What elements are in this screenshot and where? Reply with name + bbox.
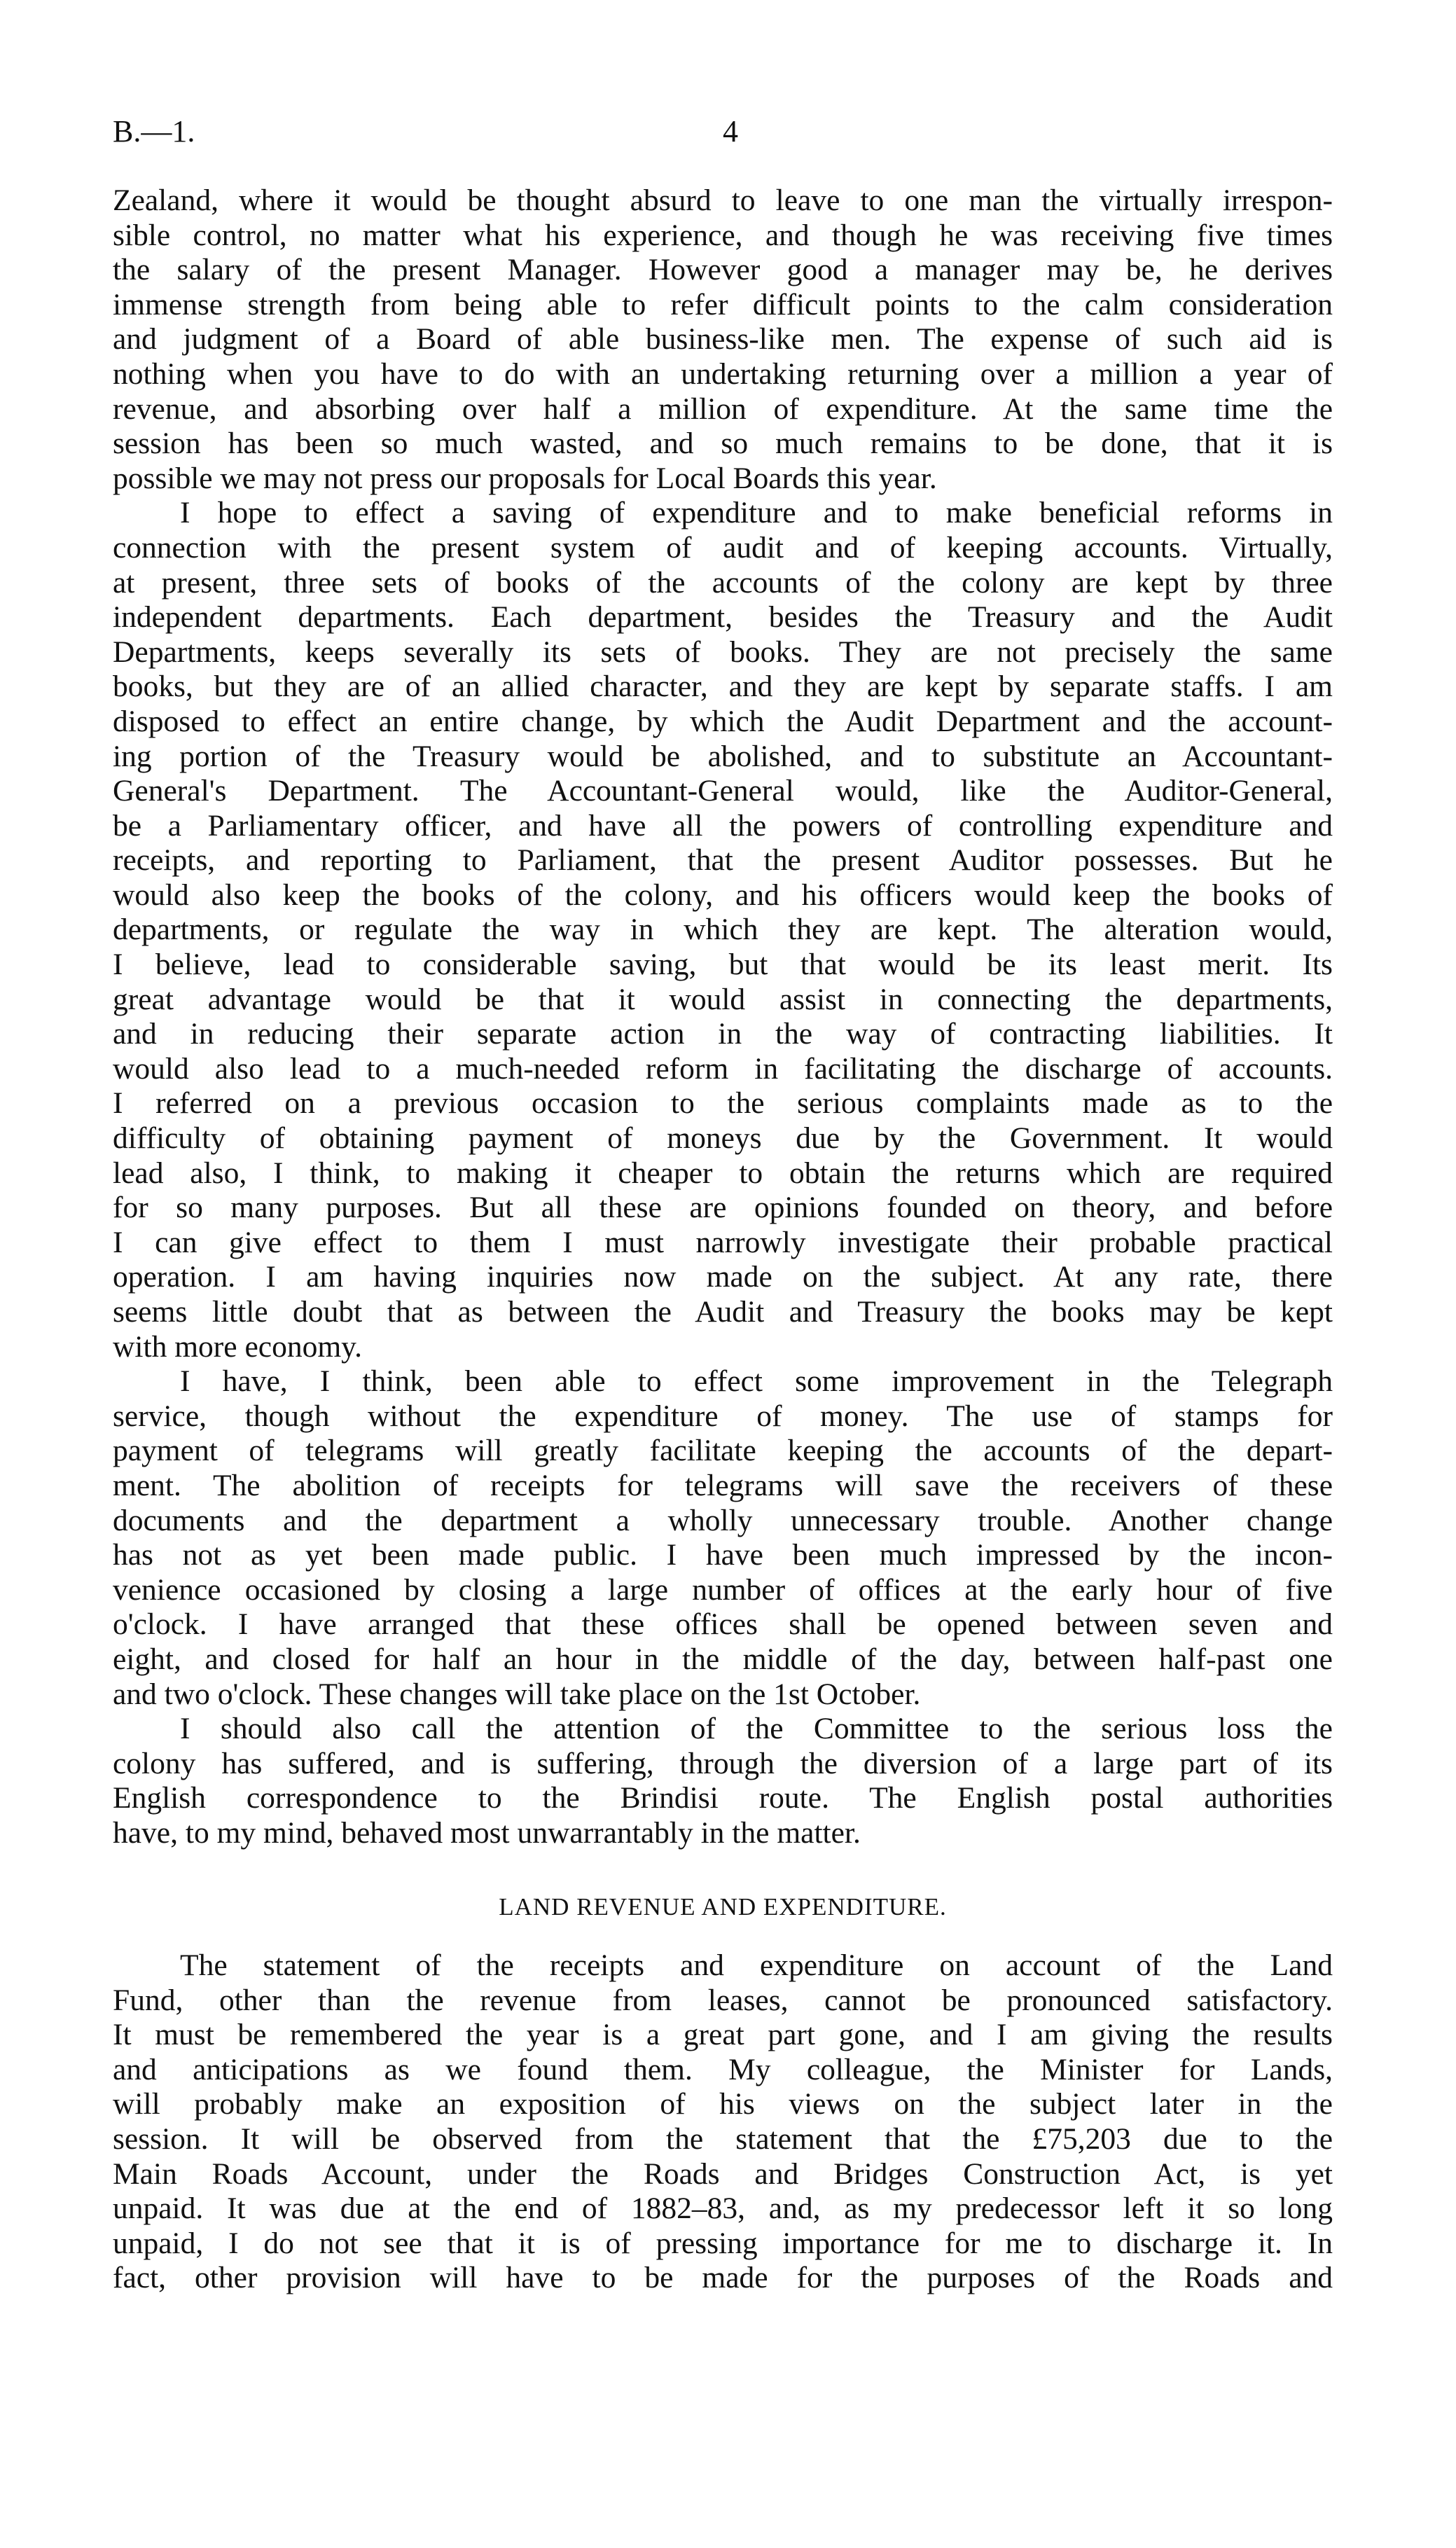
text-line: fact, other provision will have to be made for the purposes of the Roads and [113,2261,1333,2295]
text-line: I can give effect to them I must narrowly investigate their probable practical [113,1225,1333,1259]
text-line: nothing when you have to do with an undertaking returning over a million a year of [113,356,1333,391]
text-line: and judgment of a Board of able business-like men. The expense of such aid is [113,322,1333,356]
text-line: Zealand, where it would be thought absurd to leave to one man the virtually irrespon- [113,184,1333,217]
text-line: I should also call the attention of the Committee to the serious loss the [180,1712,1333,1746]
text-line: sible control, no matter what his experience, and though he was receiving five times [113,218,1333,252]
text-line: operation. I am having inquiries now made on the subject. At any rate, there [113,1260,1333,1294]
text-line: and anticipations as we found them. My colleague, the Minister for Lands, [113,2052,1333,2086]
text-line: be a Parliamentary officer, and have all the powers of controlling expenditure and [113,808,1333,843]
text-line: session has been so much wasted, and so much remains to be done, that it is [113,427,1333,461]
text-line: I believe, lead to considerable saving, but that would be its least merit. Its [113,948,1333,982]
text-line: The statement of the receipts and expenditure on account of the Land [180,1948,1333,1983]
section-heading: LAND REVENUE AND EXPENDITURE. [499,1892,947,1920]
text-line: General's Department. The Accountant-General would, like the Auditor-General, [113,774,1333,808]
text-line: venience occasioned by closing a large number of offices at the early hour of five [113,1572,1333,1607]
text-line: possible we may not press our proposals for Local Boards this year. [113,461,937,495]
text-line: English correspondence to the Brindisi route. The English postal authorities [113,1781,1333,1815]
text-line: difficulty of obtaining payment of moneys due by the Government. It would [113,1121,1333,1156]
text-line: Fund, other than the revenue from leases, cannot be pronounced satisfactory. [113,1983,1333,2017]
text-line: Departments, keeps severally its sets of books. They are not precisely the same [113,635,1333,669]
text-line: ing portion of the Treasury would be abolished, and to substitute an Accountant- [113,739,1333,773]
text-line: at present, three sets of books of the accounts of the colony are kept by three [113,565,1333,600]
paragraph [113,184,1333,496]
text-line: lead also, I think, to making it cheaper to obtain the returns which are required [113,1156,1333,1190]
document-reference: B.—1. [113,114,195,148]
text-line: with more economy. [113,1329,362,1364]
text-line: books, but they are of an allied character, and they are kept by separate staffs. I am [113,670,1333,704]
text-line: and in reducing their separate action in the way of contracting liabilities. It [113,1017,1333,1051]
text-line: ment. The abolition of receipts for telegrams will save the receivers of these [113,1468,1333,1502]
text-line: disposed to effect an entire change, by which the Audit Department and the account- [113,704,1333,738]
text-line: will probably make an exposition of his views on the subject later in the [113,2087,1333,2121]
text-line: I hope to effect a saving of expenditure and to make beneficial reforms in [180,496,1333,530]
text-line: I have, I think, been able to effect some improvement in the Telegraph [180,1364,1333,1399]
paragraph [113,496,1333,1364]
text-line: have, to my mind, behaved most unwarrantably in the matter. [113,1815,861,1850]
text-line: seems little doubt that as between the Audit and Treasury the books may be kept [113,1295,1333,1329]
text-line: payment of telegrams will greatly facilitate keeping the accounts of the depart- [113,1434,1333,1468]
text-line: the salary of the present Manager. However good a manager may be, he derives [113,253,1333,287]
text-line: unpaid. It was due at the end of 1882–83, and, as my predecessor left it so long [113,2192,1333,2226]
text-line: immense strength from being able to refer difficult points to the calm consideration [113,287,1333,321]
text-line: I referred on a previous occasion to the serious complaints made as to the [113,1086,1333,1121]
text-line: has not as yet been made public. I have been much impressed by the incon- [113,1538,1333,1572]
text-line: service, though without the expenditure of money. The use of stamps for [113,1399,1333,1433]
text-line: departments, or regulate the way in which they are kept. The alteration would, [113,913,1333,947]
text-line: independent departments. Each department, besides the Treasury and the Audit [113,600,1333,635]
text-line: revenue, and absorbing over half a million of expenditure. At the same time the [113,392,1333,426]
text-line: would also lead to a much-needed reform in facilitating the discharge of accounts. [113,1051,1333,1086]
text-line: for so many purposes. But all these are opinions founded on theory, and before [113,1191,1333,1225]
text-line: session. It will be observed from the statement that the £75,203 due to the [113,2122,1333,2156]
document-body [113,184,1333,2296]
paragraph [113,1948,1333,2296]
text-line: receipts, and reporting to Parliament, that the present Auditor possesses. But he [113,843,1333,878]
paragraph [113,1712,1333,1850]
text-line: great advantage would be that it would assist in connecting the departments, [113,982,1333,1016]
text-line: connection with the present system of audit and of keeping accounts. Virtually, [113,530,1333,565]
text-line: documents and the department a wholly unnecessary trouble. Another change [113,1503,1333,1537]
text-line: colony has suffered, and is suffering, through the diversion of a large part of its [113,1746,1333,1780]
text-line: eight, and closed for half an hour in the middle of the day, between half-past one [113,1642,1333,1676]
text-line: unpaid, I do not see that it is of pressing importance for me to discharge it. In [113,2226,1333,2260]
text-line: Main Roads Account, under the Roads and Bridges Construction Act, is yet [113,2156,1333,2191]
page-number: 4 [723,114,738,148]
text-line: It must be remembered the year is a great part gone, and I am giving the results [113,2018,1333,2052]
text-line: o'clock. I have arranged that these offices shall be opened between seven and [113,1607,1333,1642]
text-line: and two o'clock. These changes will take place on the 1st October. [113,1677,921,1711]
paragraph [113,1364,1333,1712]
text-line: would also keep the books of the colony, and his officers would keep the books of [113,878,1333,912]
